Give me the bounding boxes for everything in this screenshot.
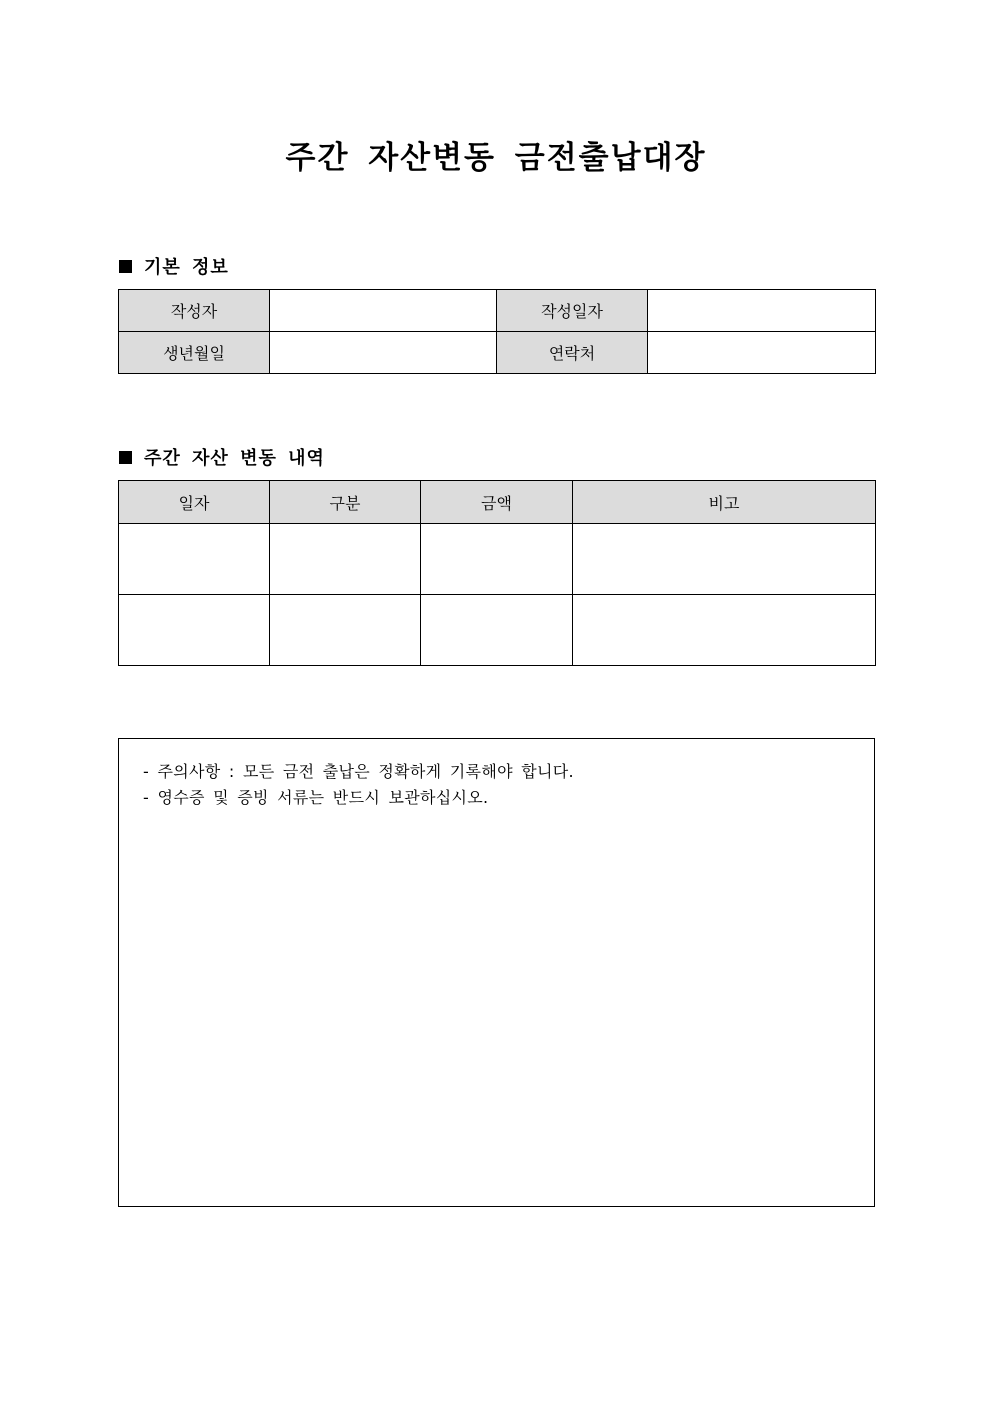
written-date-label: 작성일자 (497, 290, 648, 332)
column-header-category: 구분 (270, 481, 421, 524)
date-cell[interactable] (119, 524, 270, 595)
note-line-receipt: - 영수증 및 증빙 서류는 반드시 보관하십시오. (143, 788, 489, 807)
table-row (119, 595, 876, 666)
amount-cell[interactable] (421, 524, 573, 595)
page-title: 주간 자산변동 금전출납대장 (285, 140, 707, 176)
square-bullet-icon (119, 451, 132, 464)
category-cell[interactable] (270, 595, 421, 666)
table-row (119, 524, 876, 595)
remarks-cell[interactable] (573, 524, 876, 595)
basic-info-heading-label: 기본 정보 (144, 257, 229, 278)
contact-label: 연락처 (497, 332, 648, 374)
asset-history-table (118, 480, 876, 666)
history-heading (119, 444, 325, 470)
basic-info-heading (119, 253, 229, 279)
column-header-date: 일자 (119, 481, 270, 524)
category-cell[interactable] (270, 524, 421, 595)
amount-cell[interactable] (421, 595, 573, 666)
notes-box (118, 738, 875, 1207)
square-bullet-icon (119, 260, 132, 273)
table-header-row (119, 481, 876, 524)
date-cell[interactable] (119, 595, 270, 666)
author-label: 작성자 (119, 290, 270, 332)
birthdate-field[interactable] (270, 332, 497, 374)
column-header-amount: 금액 (421, 481, 573, 524)
birthdate-label: 생년월일 (119, 332, 270, 374)
note-line-caution: - 주의사항 : 모든 금전 출납은 정확하게 기록해야 합니다. (143, 762, 574, 781)
table-row (119, 290, 876, 332)
table-row (119, 332, 876, 374)
author-field[interactable] (270, 290, 497, 332)
contact-field[interactable] (648, 332, 876, 374)
written-date-field[interactable] (648, 290, 876, 332)
history-heading-label: 주간 자산 변동 내역 (144, 448, 325, 469)
column-header-remarks: 비고 (573, 481, 876, 524)
basic-info-table (118, 289, 876, 374)
remarks-cell[interactable] (573, 595, 876, 666)
